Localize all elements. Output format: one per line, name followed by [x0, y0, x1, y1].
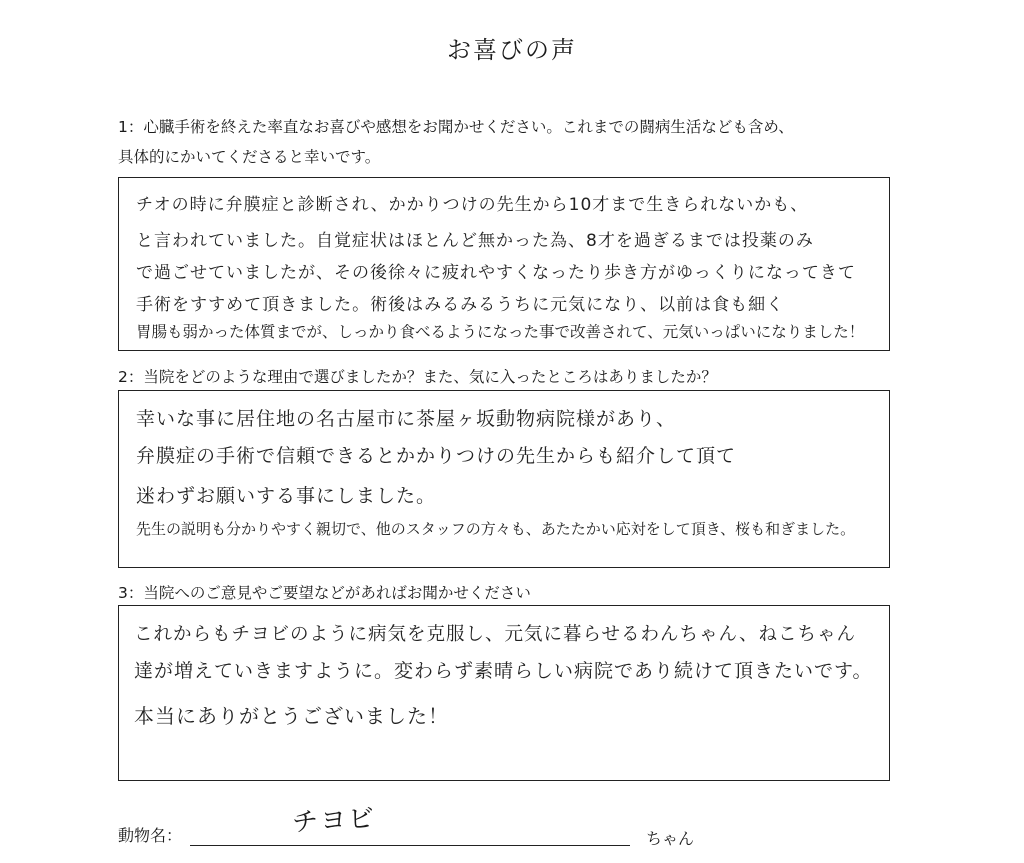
- answer-1-line-4: 手術をすすめて頂きました。術後はみるみるうちに元気になり、以前は食も細く: [136, 295, 785, 315]
- answer-2-line-3: 迷わずお願いする事にしました。: [136, 485, 437, 507]
- answer-2-line-2: 弁膜症の手術で信頼できるとかかりつけの先生からも紹介して頂て: [136, 445, 737, 467]
- answer-2-line-4: 先生の説明も分かりやすく親切で、他のスタッフの方々も、あたたかい応対をして頂き、桜も和ぎました。: [136, 520, 856, 538]
- question-1: [118, 112, 794, 172]
- question-2-line-1: 2：当院をどのような理由で選びましたか？また、気に入ったところはありましたか？: [118, 368, 717, 386]
- answer-3-line-1: これからもチヨビのように病気を克服し、元気に暮らせるわんちゃん、ねこちゃん: [134, 624, 857, 645]
- answer-1-line-3: で過ごせていましたが、その後徐々に疲れやすくなったり歩き方がゆっくりになってきて: [136, 263, 856, 283]
- answer-2-line-1: 幸いな事に居住地の名古屋市に茶屋ヶ坂動物病院様があり、: [136, 408, 677, 430]
- question-3: [118, 578, 531, 608]
- answer-3-line-2: 達が増えていきますように。変わらず素晴らしい病院であり続けて頂きたいです。: [134, 660, 873, 682]
- answer-3-line-3: 本当にありがとうございました！: [134, 704, 449, 728]
- question-3-line-1: 3：当院へのご意見やご要望などがあればお聞かせください: [118, 584, 531, 602]
- pet-name-underline: [190, 845, 630, 846]
- answer-1-line-5: 胃腸も弱かった体質までが、しっかり食べるようになった事で改善されて、元気いっぱいになりました！: [136, 323, 865, 341]
- answer-1-line-2: と言われていました。自覚症状はほとんど無かった為、8才を過ぎるまでは投薬のみ: [136, 231, 814, 251]
- page-title: お喜びの声: [447, 36, 577, 64]
- pet-name-label: 動物名：: [118, 826, 183, 845]
- question-2: [118, 362, 717, 392]
- pet-name-suffix: ちゃん: [646, 829, 695, 848]
- question-1-line-1: 1：心臓手術を終えた率直なお喜びや感想をお聞かせください。これまでの闘病生活なども含め、: [118, 118, 794, 136]
- pet-name-value: チヨビ: [291, 803, 377, 839]
- answer-1-line-1: チオの時に弁膜症と診断され、かかりつけの先生から10才まで生きられないかも、: [136, 195, 809, 215]
- question-1-line-2: 具体的にかいてくださると幸いです。: [118, 148, 381, 166]
